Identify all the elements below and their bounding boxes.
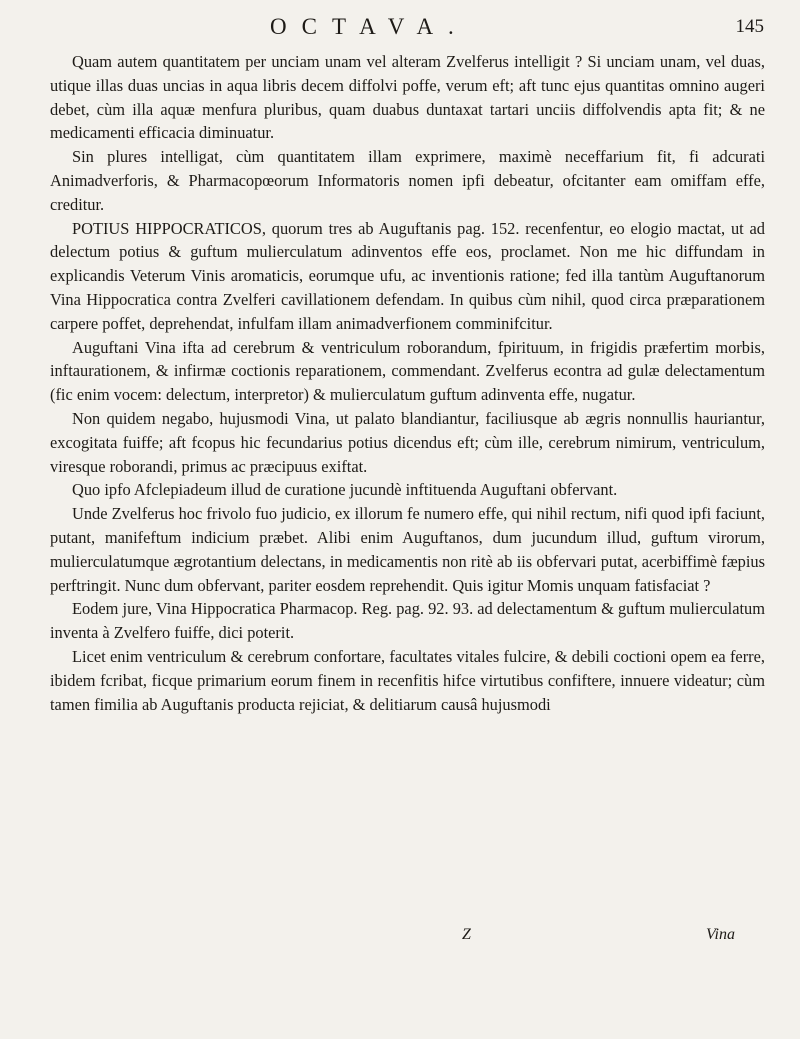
paragraph-6: Quo ipfo Afclepiadeum illud de curatione jucundè inftituenda Auguftani obfervant.: [72, 480, 618, 500]
paragraph-9: Licet enim ventriculum & cerebrum confortare, facultates vitales fulcire, & debili coctioni opem ea ferre, ibidem fcribat, ficque primarium eorum finem in recenfitis hifce virtutibus confiftere, innuere videatur; cùm tamen fimilia ab Auguftanis producta rejiciat, & delitiarum causâ hujusmodi: [50, 646, 765, 714]
paragraph-5: Non quidem negabo, hujusmodi Vina, ut palato blandiantur, faciliusque ab ægris nonnullis hauriantur, excogitata fuiffe; aft fcopus hic fecundarius potius dicendus eft; cùm ille, cerebrum nimirum, ventriculum, viresque roborandi, primus ac præcipuus exiftat.: [50, 408, 765, 476]
body-text: [50, 50, 765, 716]
catchword: Vina: [705, 926, 735, 943]
paragraph-2: Sin plures intelligat, cùm quantitatem illam exprimere, maximè neceffarium fit, fi adcurati Animadverforis, & Pharmacopœorum Informatoris nomen ipfi debeatur, ofcitanter eam omiffam effe, creditur.: [50, 147, 765, 214]
paragraph-8: Eodem jure, Vina Hippocratica Pharmacop. Reg. pag. 92. 93. ad delectamentum & guftum mulierculatum inventa à Zvelfero fuiffe, dici poterit.: [50, 599, 765, 643]
page-number: 145: [735, 16, 764, 37]
running-title: OCTAVA.: [270, 14, 469, 39]
paragraph-7: Unde Zvelferus hoc frivolo fuo judicio, ex illorum fe numero effe, qui nihil rectum, nifi quod ipfi faciunt, putant, manifeftum indicium præbet. Alibi enim Auguftanos, dum jucundum illud, guftum virorum, mulierculatumque ægrotantium delectans, in medicamentis non ritè ab iis obfervari putat, acerbiffimè fæpius perftringit. Nunc dum obfervant, pariter eosdem reprehendit. Quis igitur Momis unquam fatisfaciat ?: [50, 504, 765, 595]
paragraph-3: POTIUS HIPPOCRATICOS, quorum tres ab Auguftanis pag. 152. recenfentur, eo elogio mactat, ut ad delectum potius & guftum mulierculatum adinventos effe eos, proclamet. Non me hic diffundam in explicandis Veterum Vinis aromaticis, eorumque ufu, ac inventionis ratione; fed illa tantùm Auguftanorum Vina Hippocratica contra Zvelferi cavillationem defendam. In quibus cùm nihil, quod circa præparationem carpere poffet, deprehendat, infulfam illam animadverfionem comminifcitur.: [50, 218, 765, 333]
page-header: [210, 6, 770, 46]
paragraph-4: Auguftani Vina ifta ad cerebrum & ventriculum roborandum, fpirituum, in frigidis præfertim morbis, inftaurationem, & infirmæ coctionis reparationem, commendant. Zvelferus econtra ad gulæ delectamentum (fic enim vocem: delectum, interpretor) & mulierculatum guftum adinventa effe, nugatur.: [50, 337, 765, 405]
paragraph-1: Quam autem quantitatem per unciam unam vel alteram Zvelferus intelligit ? Si unciam unam, vel duas, utique illas duas uncias in aqua libris decem diffolvi poffe, verum eft; aft tunc ejus quantitas omnino augeri debet, cùm illa aquæ menfura pluribus, quam duabus duntaxat tartari unciis diffolvendis apta fit; & ne medicamenti efficacia diminuatur.: [50, 52, 765, 143]
signature-mark: Z: [462, 926, 471, 943]
page-footer: [50, 926, 765, 950]
